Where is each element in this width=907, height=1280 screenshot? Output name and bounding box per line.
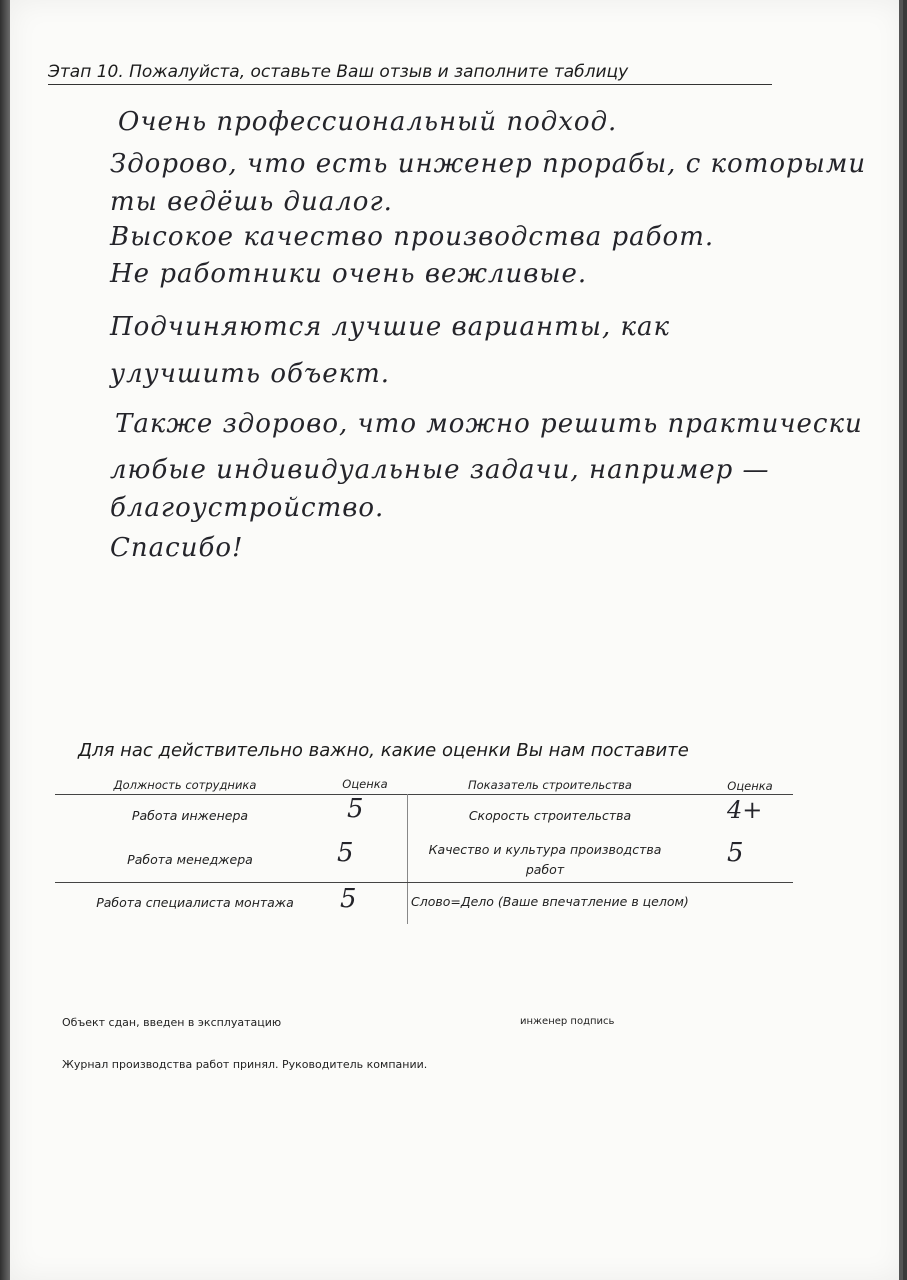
- object-handed-label: Объект сдан, введен в эксплуатацию: [62, 1016, 282, 1029]
- row-position: Работа специалиста монтажа: [96, 895, 294, 910]
- header-indicator: Показатель строительства: [468, 778, 632, 792]
- row-indicator: Качество и культура производства работ: [428, 842, 662, 877]
- feedback-line: благоустройство.: [110, 493, 385, 523]
- engineer-signature-label: инженер подпись: [520, 1016, 615, 1027]
- feedback-line: Высокое качество производства работ.: [110, 222, 715, 252]
- header-score: Оценка: [342, 777, 388, 791]
- header-score-2: Оценка: [727, 779, 773, 793]
- row-position: Работа инженера: [131, 808, 249, 823]
- row-indicator: Слово=Дело (Ваше впечатление в целом): [411, 894, 689, 909]
- feedback-line: Очень профессиональный подход.: [118, 107, 618, 137]
- ratings-table: [55, 774, 793, 924]
- feedback-line: Здорово, что есть инженер прорабы, с которыми: [110, 149, 867, 179]
- handwritten-feedback: [0, 0, 907, 600]
- feedback-line: Подчиняются лучшие варианты, как: [110, 312, 671, 342]
- row-indicator: Скорость строительства: [468, 808, 632, 823]
- row-score-2: 5: [727, 838, 744, 868]
- row-score: 5: [337, 838, 354, 868]
- row-score: 5: [340, 884, 357, 914]
- row-position: Работа менеджера: [127, 852, 253, 867]
- table-rule: [55, 882, 793, 883]
- ratings-heading: Для нас действительно важно, какие оценки Вы нам поставите: [78, 740, 689, 761]
- header-position: Должность сотрудника: [113, 778, 257, 792]
- table-rule: [55, 794, 793, 795]
- feedback-line: Не работники очень вежливые.: [110, 259, 588, 289]
- row-score: 5: [347, 794, 364, 824]
- column-divider: [407, 794, 408, 924]
- stage-title: Этап 10. Пожалуйста, оставьте Ваш отзыв и заполните таблицу: [48, 62, 772, 85]
- feedback-line: ты ведёшь диалог.: [110, 187, 393, 217]
- journal-accepted-label: Журнал производства работ принял. Руководитель компании.: [62, 1058, 428, 1071]
- row-score-2: 4+: [727, 796, 763, 824]
- feedback-line: Также здорово, что можно решить практически: [115, 409, 863, 439]
- feedback-line: любые индивидуальные задачи, например —: [110, 455, 770, 485]
- feedback-line: Спасибо!: [110, 533, 244, 563]
- feedback-line: улучшить объект.: [110, 359, 391, 389]
